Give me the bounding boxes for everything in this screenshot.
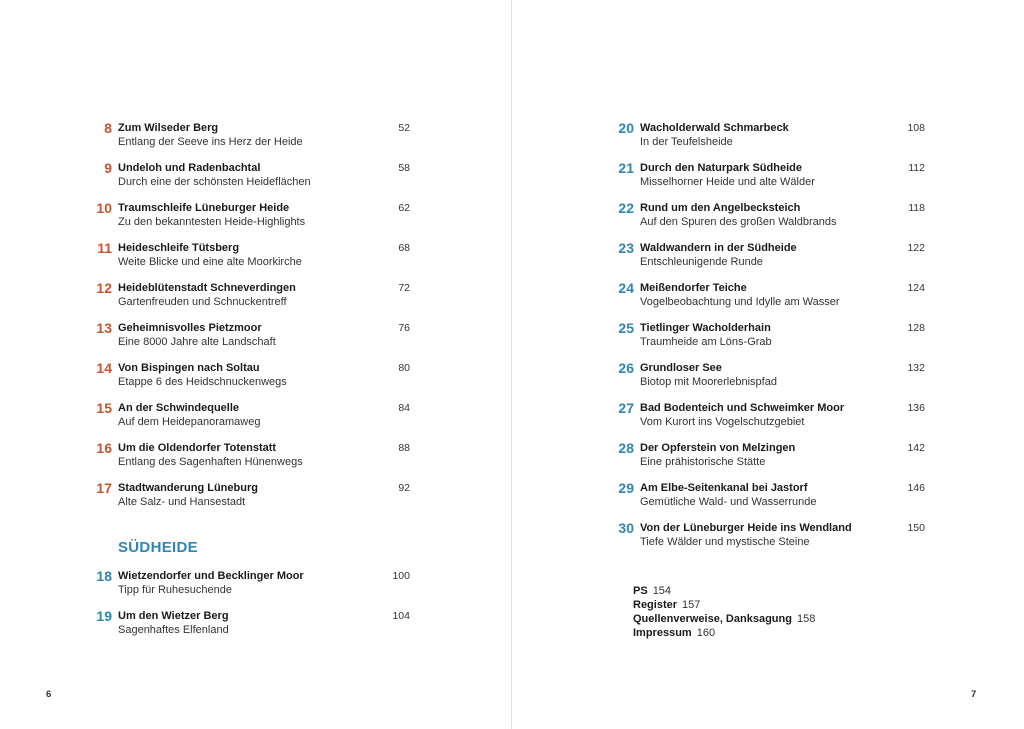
route-number: 28 bbox=[618, 440, 634, 456]
appendix-list bbox=[633, 584, 815, 640]
route-number: 27 bbox=[618, 400, 634, 416]
toc-entry[interactable] bbox=[612, 480, 925, 520]
route-number: 15 bbox=[96, 400, 112, 416]
route-number: 12 bbox=[96, 280, 112, 296]
route-title: Der Opferstein von Melzingen bbox=[640, 442, 796, 454]
route-number: 23 bbox=[618, 240, 634, 256]
route-subtitle: Eine 8000 Jahre alte Landschaft bbox=[118, 336, 276, 348]
route-title: Am Elbe-Seitenkanal bei Jastorf bbox=[640, 482, 808, 494]
route-subtitle: Auf dem Heidepanoramaweg bbox=[118, 416, 261, 428]
route-number: 21 bbox=[618, 160, 634, 176]
appendix-item[interactable] bbox=[633, 612, 815, 626]
route-title: Zum Wilseder Berg bbox=[118, 122, 219, 134]
toc-list-south-left bbox=[90, 568, 410, 648]
toc-entry[interactable] bbox=[90, 568, 410, 608]
route-page-number: 128 bbox=[907, 322, 925, 334]
route-number: 20 bbox=[618, 120, 634, 136]
route-page-number: 108 bbox=[907, 122, 925, 134]
route-subtitle: In der Teufelsheide bbox=[640, 136, 733, 148]
route-subtitle: Entlang des Sagenhaften Hünenwegs bbox=[118, 456, 303, 468]
route-subtitle: Traumheide am Löns-Grab bbox=[640, 336, 772, 348]
route-page-number: 122 bbox=[907, 242, 925, 254]
route-subtitle: Misselhorner Heide und alte Wälder bbox=[640, 176, 815, 188]
route-page-number: 104 bbox=[392, 610, 410, 622]
route-page-number: 80 bbox=[398, 362, 410, 374]
route-title: Durch den Naturpark Südheide bbox=[640, 162, 802, 174]
route-title: Geheimnisvolles Pietzmoor bbox=[118, 322, 262, 334]
route-subtitle: Weite Blicke und eine alte Moorkirche bbox=[118, 256, 302, 268]
route-subtitle: Gemütliche Wald- und Wasserrunde bbox=[640, 496, 817, 508]
toc-entry[interactable] bbox=[612, 400, 925, 440]
route-page-number: 52 bbox=[398, 122, 410, 134]
route-number: 9 bbox=[104, 160, 112, 176]
route-title: Von der Lüneburger Heide ins Wendland bbox=[640, 522, 852, 534]
toc-entry[interactable] bbox=[612, 240, 925, 280]
route-subtitle: Entlang der Seeve ins Herz der Heide bbox=[118, 136, 303, 148]
route-number: 24 bbox=[618, 280, 634, 296]
route-title: Um die Oldendorfer Totenstatt bbox=[118, 442, 277, 454]
route-title: Heideschleife Tütsberg bbox=[118, 242, 240, 254]
route-page-number: 150 bbox=[907, 522, 925, 534]
toc-entry[interactable] bbox=[612, 520, 925, 560]
toc-entry[interactable] bbox=[612, 280, 925, 320]
route-subtitle: Tipp für Ruhesuchende bbox=[118, 584, 232, 596]
route-number: 11 bbox=[97, 240, 112, 256]
route-page-number: 146 bbox=[907, 482, 925, 494]
route-page-number: 88 bbox=[398, 442, 410, 454]
route-page-number: 68 bbox=[398, 242, 410, 254]
route-subtitle: Zu den bekanntesten Heide-Highlights bbox=[118, 216, 306, 228]
route-title: Grundloser See bbox=[640, 362, 722, 374]
route-title: Rund um den Angelbecksteich bbox=[640, 202, 801, 214]
route-title: Traumschleife Lüneburger Heide bbox=[118, 202, 290, 214]
toc-entry[interactable] bbox=[90, 400, 410, 440]
route-number: 13 bbox=[96, 320, 112, 336]
route-title: Meißendorfer Teiche bbox=[640, 282, 747, 294]
toc-entry[interactable] bbox=[90, 240, 410, 280]
route-title: Waldwandern in der Südheide bbox=[640, 242, 797, 254]
appendix-page-number: 158 bbox=[796, 613, 816, 625]
route-subtitle: Alte Salz- und Hansestadt bbox=[118, 496, 246, 508]
toc-entry[interactable] bbox=[90, 480, 410, 520]
route-title: Undeloh und Radenbachtal bbox=[118, 162, 261, 174]
route-title: Tietlinger Wacholderhain bbox=[640, 322, 771, 334]
route-title: An der Schwindequelle bbox=[118, 402, 240, 414]
route-page-number: 132 bbox=[907, 362, 925, 374]
route-subtitle: Eine prähistorische Stätte bbox=[640, 456, 766, 468]
page-folio-left: 6 bbox=[46, 689, 52, 700]
route-title: Wacholderwald Schmarbeck bbox=[640, 122, 789, 134]
route-subtitle: Tiefe Wälder und mystische Steine bbox=[640, 536, 810, 548]
route-title: Um den Wietzer Berg bbox=[118, 610, 229, 622]
route-number: 29 bbox=[618, 480, 634, 496]
route-page-number: 118 bbox=[908, 202, 925, 214]
route-number: 18 bbox=[96, 568, 112, 584]
appendix-page-number: 160 bbox=[696, 627, 716, 639]
route-number: 8 bbox=[104, 120, 112, 136]
appendix-item[interactable] bbox=[633, 584, 815, 598]
route-page-number: 92 bbox=[398, 482, 410, 494]
route-page-number: 84 bbox=[398, 402, 410, 414]
route-title: Stadtwanderung Lüneburg bbox=[118, 482, 258, 494]
appendix-item[interactable] bbox=[633, 626, 815, 640]
toc-entry[interactable] bbox=[90, 320, 410, 360]
toc-list-north bbox=[90, 120, 410, 520]
section-heading-suedheide: SÜDHEIDE bbox=[118, 539, 198, 556]
appendix-page-number: 157 bbox=[682, 599, 701, 611]
route-page-number: 136 bbox=[907, 402, 925, 414]
route-subtitle: Durch eine der schönsten Heideflächen bbox=[118, 176, 311, 188]
route-title: Von Bispingen nach Soltau bbox=[118, 362, 260, 374]
route-number: 10 bbox=[96, 200, 112, 216]
appendix-label: Register bbox=[633, 599, 678, 611]
route-number: 14 bbox=[96, 360, 112, 376]
route-page-number: 124 bbox=[907, 282, 925, 294]
toc-entry[interactable] bbox=[90, 608, 410, 648]
route-page-number: 72 bbox=[398, 282, 410, 294]
route-subtitle: Vom Kurort ins Vogelschutzgebiet bbox=[640, 416, 805, 428]
toc-entry[interactable] bbox=[612, 120, 925, 160]
book-spine bbox=[511, 0, 512, 729]
route-page-number: 58 bbox=[398, 162, 410, 174]
appendix-page-number: 154 bbox=[652, 585, 672, 597]
route-page-number: 142 bbox=[907, 442, 925, 454]
route-subtitle: Auf den Spuren des großen Waldbrands bbox=[640, 216, 837, 228]
toc-entry[interactable] bbox=[612, 320, 925, 360]
route-number: 17 bbox=[96, 480, 112, 496]
toc-entry[interactable] bbox=[90, 120, 410, 160]
route-page-number: 112 bbox=[908, 162, 925, 174]
appendix-label: PS bbox=[633, 585, 648, 597]
route-page-number: 76 bbox=[398, 322, 410, 334]
appendix-label: Impressum bbox=[633, 627, 692, 639]
route-page-number: 100 bbox=[392, 570, 410, 582]
route-title: Wietzendorfer und Becklinger Moor bbox=[118, 570, 304, 582]
toc-entry[interactable] bbox=[90, 200, 410, 240]
route-number: 16 bbox=[96, 440, 112, 456]
route-subtitle: Etappe 6 des Heidschnuckenwegs bbox=[118, 376, 287, 388]
toc-entry[interactable] bbox=[612, 440, 925, 480]
appendix-label: Quellenverweise, Danksagung bbox=[633, 613, 792, 625]
route-number: 19 bbox=[96, 608, 112, 624]
route-number: 22 bbox=[618, 200, 634, 216]
page-folio-right: 7 bbox=[971, 689, 977, 700]
toc-entry[interactable] bbox=[90, 360, 410, 400]
route-title: Heideblütenstadt Schneverdingen bbox=[118, 282, 296, 294]
toc-entry[interactable] bbox=[612, 160, 925, 200]
toc-entry[interactable] bbox=[612, 360, 925, 400]
appendix-item[interactable] bbox=[633, 598, 815, 612]
toc-entry[interactable] bbox=[90, 440, 410, 480]
toc-list-south-right bbox=[612, 120, 925, 560]
route-title: Bad Bodenteich und Schweimker Moor bbox=[640, 402, 845, 414]
toc-entry[interactable] bbox=[612, 200, 925, 240]
route-subtitle: Vogelbeobachtung und Idylle am Wasser bbox=[640, 296, 840, 308]
route-subtitle: Sagenhaftes Elfenland bbox=[118, 624, 229, 636]
route-subtitle: Biotop mit Moorerlebnispfad bbox=[640, 376, 777, 388]
route-number: 30 bbox=[618, 520, 634, 536]
route-number: 26 bbox=[618, 360, 634, 376]
route-page-number: 62 bbox=[398, 202, 410, 214]
route-subtitle: Entschleunigende Runde bbox=[640, 256, 763, 268]
toc-entry[interactable] bbox=[90, 160, 410, 200]
toc-entry[interactable] bbox=[90, 280, 410, 320]
route-number: 25 bbox=[618, 320, 634, 336]
route-subtitle: Gartenfreuden und Schnuckentreff bbox=[118, 296, 287, 308]
